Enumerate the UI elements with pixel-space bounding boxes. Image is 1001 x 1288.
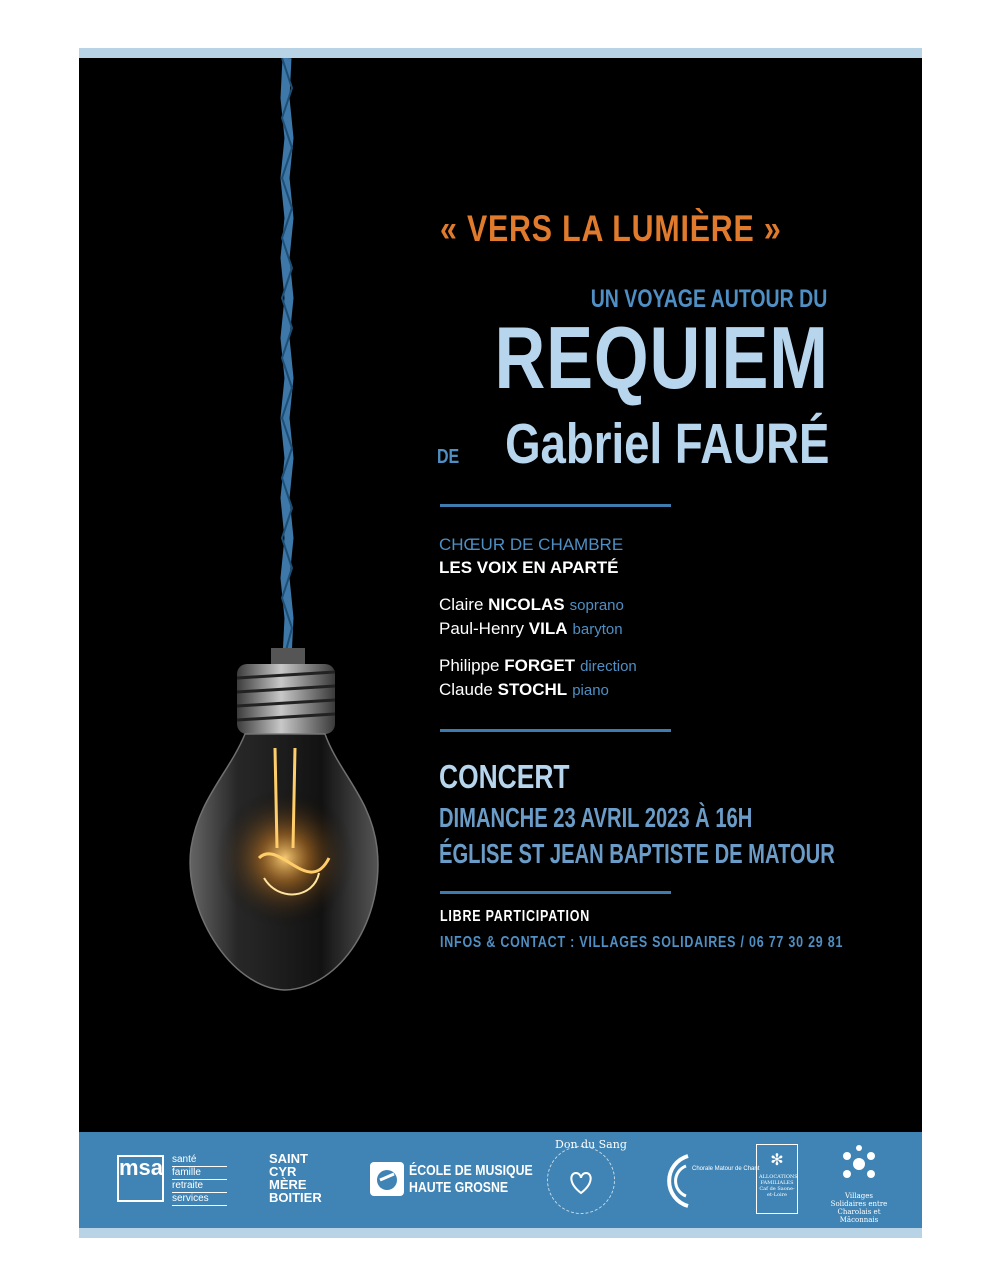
concert-poster	[79, 58, 922, 1132]
contact-info: INFOS & CONTACT : VILLAGES SOLIDAIRES / 06 77 30 29 81	[440, 934, 844, 951]
don-du-sang-logo	[547, 1146, 615, 1214]
divider	[440, 504, 671, 507]
villages-solidaires-icon	[839, 1144, 879, 1188]
heart-icon	[571, 1173, 590, 1193]
concert-venue: ÉGLISE ST JEAN BAPTISTE DE MATOUR	[439, 838, 835, 869]
divider	[440, 891, 671, 894]
bottom-border-strip	[79, 1228, 922, 1238]
performer-baryton: Paul-Henry VILA baryton	[439, 619, 623, 638]
top-border-strip	[79, 48, 922, 58]
concert-heading: CONCERT	[439, 758, 570, 795]
participation-note: LIBRE PARTICIPATION	[440, 908, 591, 925]
saint-cyr-logo: SAINT CYR MÈRE BOITIER	[269, 1151, 322, 1205]
villages-solidaires-text: Villages Solidaires entre Charolais et Mâconnais	[830, 1192, 888, 1224]
svg-text:✻: ✻	[770, 1150, 784, 1169]
chorale-logo-icon	[652, 1150, 692, 1212]
don-du-sang-text: Don du Sang	[555, 1138, 627, 1151]
choir-name: LES VOIX EN APARTÉ	[439, 558, 619, 577]
performer-piano: Claude STOCHL piano	[439, 680, 609, 699]
msa-tagline: santé famille retraite services	[172, 1154, 227, 1206]
ecole-musique-icon	[370, 1162, 404, 1196]
cord	[285, 58, 289, 658]
voyage-tagline: UN VOYAGE AUTOUR DU	[590, 285, 827, 313]
requiem-title: REQUIEM	[494, 308, 829, 407]
choir-label: CHŒUR DE CHAMBRE	[439, 535, 624, 554]
composer-name: Gabriel FAURÉ	[504, 412, 829, 476]
chorale-logo-text: Chorale Matour de Chant	[692, 1166, 760, 1172]
performer-direction: Philippe FORGET direction	[439, 656, 637, 675]
sponsor-band	[79, 1132, 922, 1228]
msa-logo: msa	[117, 1155, 164, 1202]
divider	[440, 729, 671, 732]
performer-soprano: Claire NICOLAS soprano	[439, 595, 624, 614]
de-prefix: DE	[437, 446, 460, 468]
caf-text: ALLOCATIONS FAMILIALES Caf de Saone-et-Loire	[759, 1174, 798, 1198]
concert-date: DIMANCHE 23 AVRIL 2023 À 16H	[439, 802, 753, 833]
ecole-musique-logo: ÉCOLE DE MUSIQUE HAUTE GROSNE	[409, 1162, 533, 1196]
poster-subtitle: « VERS LA LUMIÈRE »	[440, 208, 782, 249]
